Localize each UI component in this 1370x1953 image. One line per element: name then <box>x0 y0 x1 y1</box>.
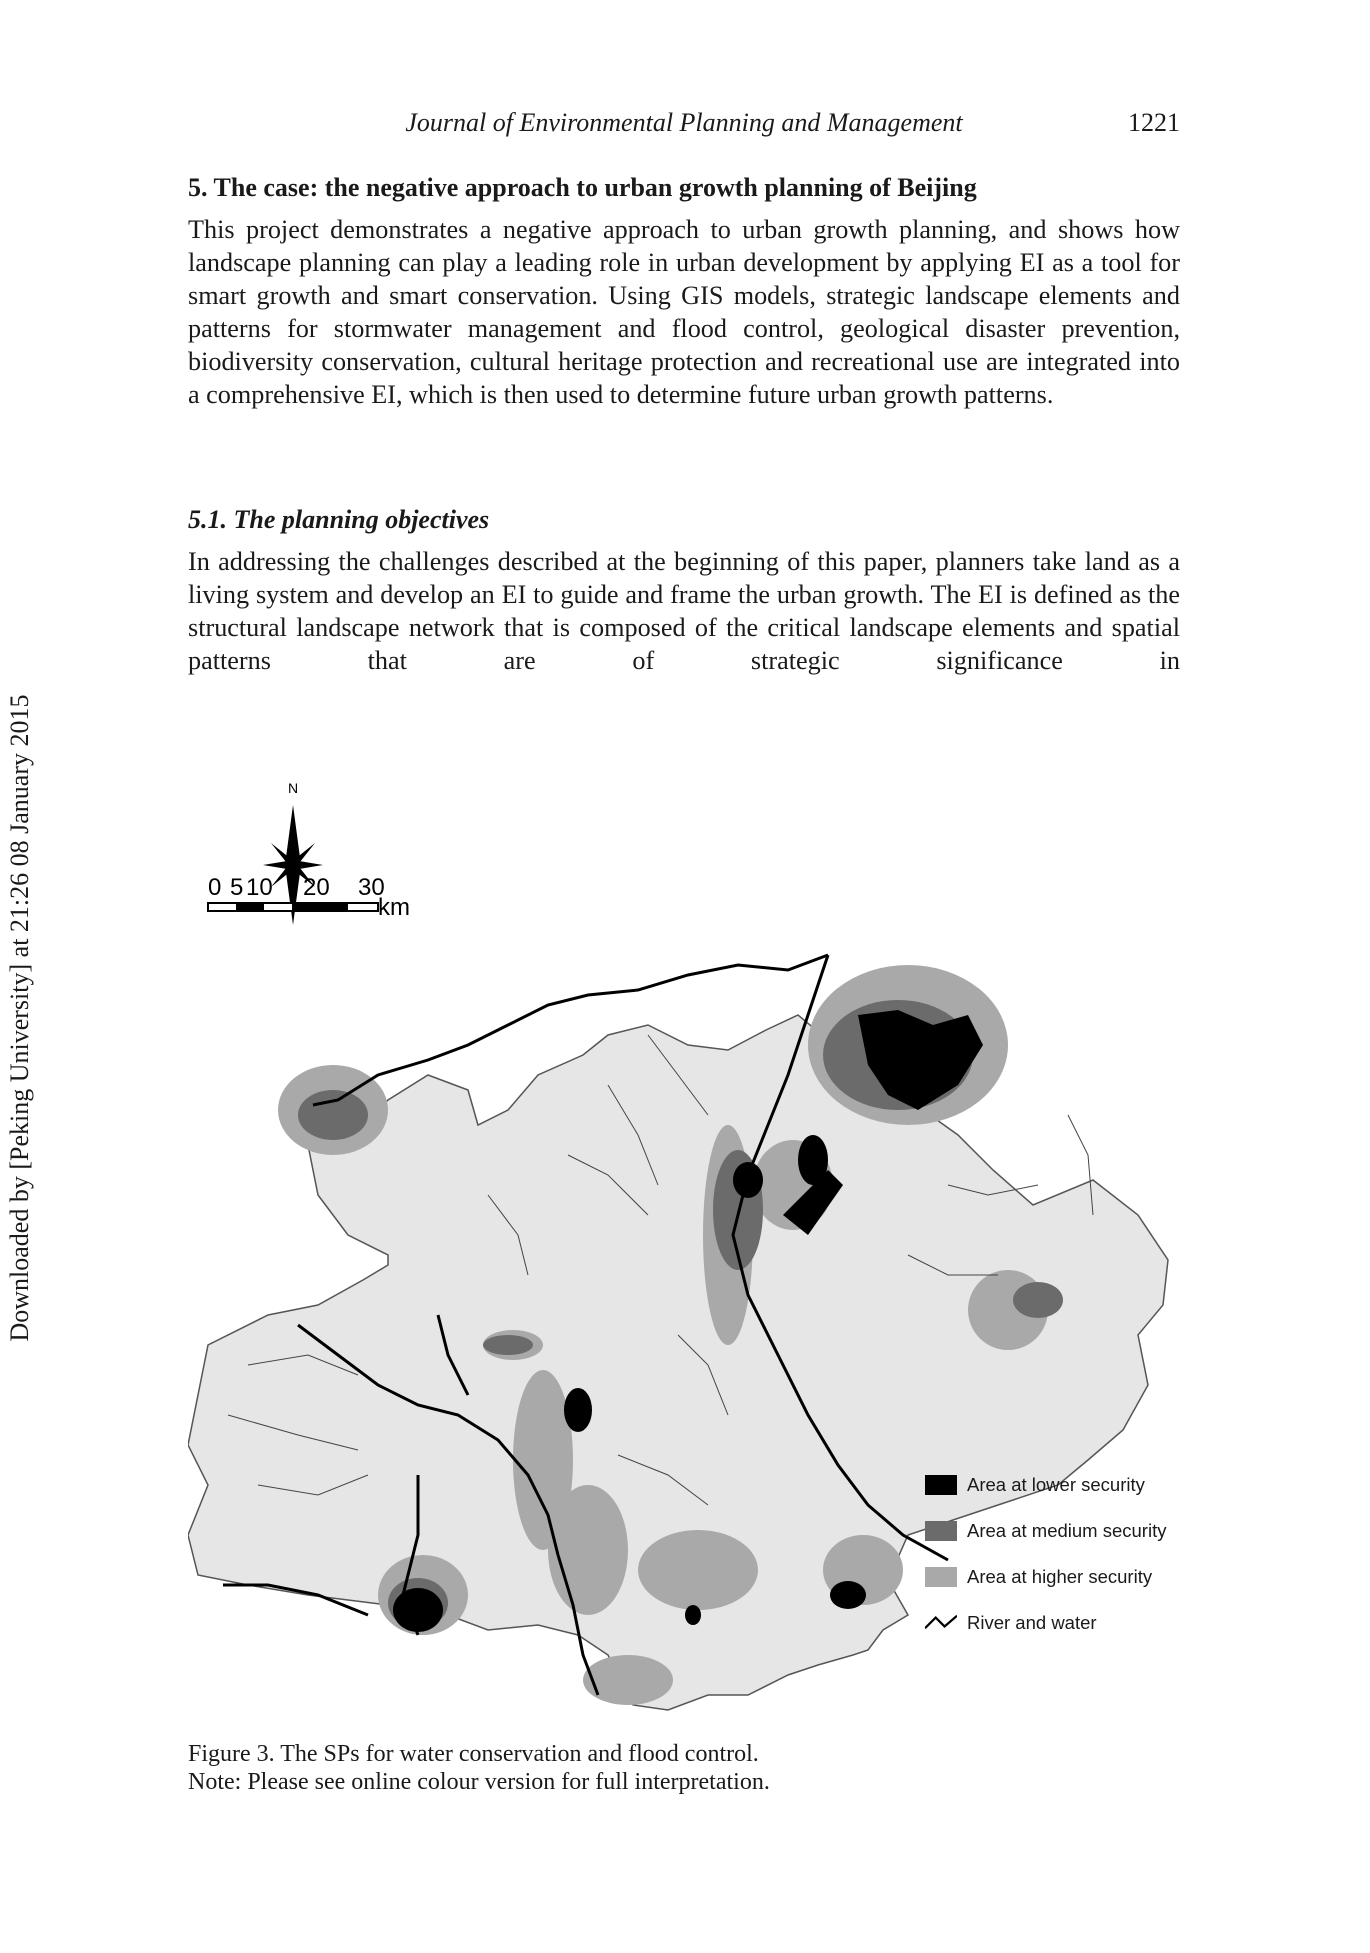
download-note: Downloaded by [Peking University] at 21:26 08 January 2015 <box>5 694 34 1342</box>
section-heading: 5. The case: the negative approach to urban growth planning of Beijing <box>188 173 977 202</box>
scale-label-0: 0 <box>208 874 222 901</box>
scale-unit: km <box>378 894 410 921</box>
scale-label-20: 20 <box>303 874 330 901</box>
caption-line-2: Note: Please see online colour version for full interpretation. <box>188 1769 770 1795</box>
caption-line-1: Figure 3. The SPs for water conservation and flood control. <box>188 1741 759 1767</box>
north-label: N <box>287 780 299 796</box>
figure-caption <box>188 1740 1180 1796</box>
page-number: 1221 <box>1128 108 1180 137</box>
legend-medium <box>925 1518 1245 1544</box>
legend-lower <box>925 1472 1245 1498</box>
legend-label: Area at lower security <box>967 1474 1145 1495</box>
running-header <box>188 104 1180 144</box>
medium-swatch <box>925 1521 957 1541</box>
legend-higher <box>925 1564 1245 1590</box>
scale-label-30: 30 <box>358 874 385 901</box>
scale-label-10: 10 <box>246 874 273 901</box>
legend-label: River and water <box>967 1612 1097 1633</box>
scale-label-5: 5 <box>230 874 244 901</box>
lower-swatch <box>925 1475 957 1495</box>
journal-title: Journal of Environmental Planning and Management <box>405 108 963 137</box>
legend-label: Area at medium security <box>967 1520 1167 1541</box>
legend-label: Area at higher security <box>967 1566 1153 1587</box>
higher-swatch <box>925 1567 957 1587</box>
subsection-heading: 5.1. The planning objectives <box>188 505 490 534</box>
download-watermark <box>0 0 44 1953</box>
section-paragraph: This project demonstrates a negative approach to urban growth planning, and shows how landscape planning can play a leading role in urban development by applying EI as a tool for smart growth and smart conservation. Using GIS models, strategic landscape elements and patterns for stormwater management and flood control, geological disaster prevention, biodiversity conservation, cultural heritage protection and recreational use are integrated into a comprehensive EI, which is then used to determine future urban growth patterns. <box>188 215 1180 409</box>
legend-river <box>925 1610 1245 1636</box>
subsection-paragraph: In addressing the challenges described at the beginning of this paper, planners take land as a living system and develop an EI to guide and frame the urban growth. The EI is defined as the structural landscape network that is composed of the critical landscape elements and spatial patterns that are of strategic significance in <box>188 547 1180 675</box>
scale-bar <box>208 874 410 921</box>
river-line-icon <box>925 1612 957 1632</box>
